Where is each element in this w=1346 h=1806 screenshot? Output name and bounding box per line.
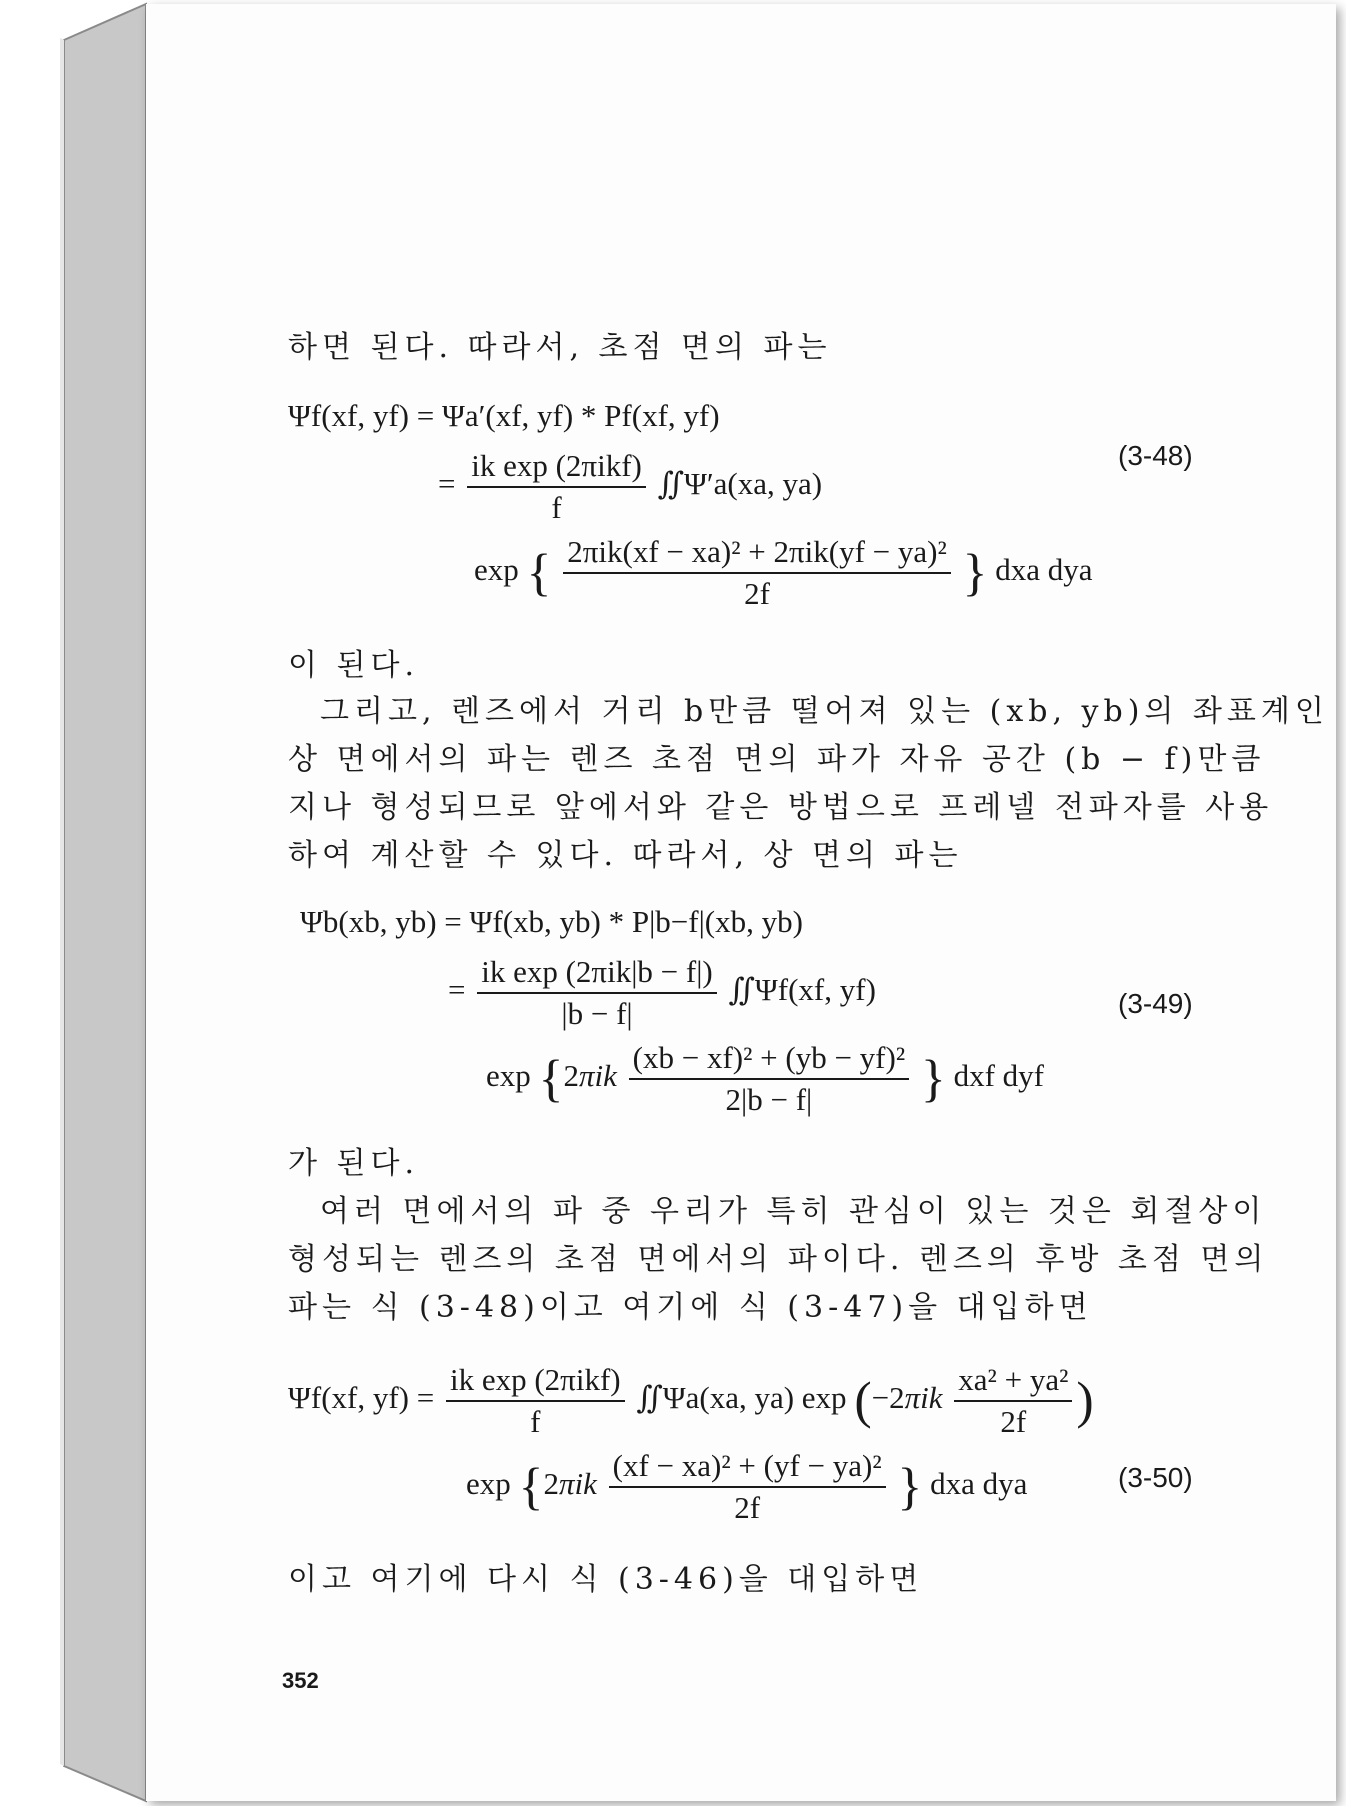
integral-term: ∬Ψ′a(xa, ya) (657, 466, 823, 502)
equation-3-48-line2: = $\frac{\text{ik exp (2πikf)}}{f}$ ∬Ψ′a(xa, ya) (438, 448, 823, 525)
fraction-numerator: ik exp (2πik|b − f|) (477, 954, 717, 994)
fraction-numerator: ik exp (2πikf) (446, 1362, 625, 1402)
equation-number: (3-50) (1118, 1462, 1193, 1493)
equation-3-49-line3: exp {2πik $\frac{\text{(xb − xf)² + (yb − yf)²}}{2|b - f|}$ } dxf dyf (486, 1040, 1044, 1117)
equation-3-48-line3: exp { $\frac{\text{2πik(xf − xa)² + 2πik(yf − ya)²}}{2f}$ } dxa dya (474, 534, 1093, 611)
integral-term: ∬Ψf(xf, yf) (728, 972, 876, 1008)
fraction-numerator: (xb − xf)² + (yb − yf)² (629, 1040, 909, 1080)
differential-term: dxf dyf (953, 1058, 1044, 1094)
text-line: 가 된다. (288, 1146, 420, 1181)
equation-3-48-line1: Ψf(xf, yf) = Ψa′(xf, yf) * Pf(xf, yf) (288, 398, 720, 433)
fraction-numerator: xa² + ya² (954, 1362, 1072, 1402)
fraction-numerator: (xf − xa)² + (yf − ya)² (609, 1448, 886, 1488)
equation-3-50-line2: exp {2πik $\frac{\text{(xf − xa)² + (yf − ya)²}}{2f}$ } dxa dya (466, 1448, 1028, 1525)
text-line: 그리고, 렌즈에서 거리 b만큼 떨어져 있는 (xb, yb)의 좌표계인 (320, 694, 1329, 729)
text-line: 이 된다. (288, 648, 420, 683)
fraction-denominator: |b − f| (561, 996, 633, 1031)
fraction-denominator: 2f (1000, 1404, 1027, 1439)
equation-lhs: Ψf(xf, yf) = (288, 1380, 435, 1416)
text-line: 여러 면에서의 파 중 우리가 특히 관심이 있는 것은 회절상이 (320, 1194, 1267, 1229)
differential-term: dxa dya (995, 552, 1093, 588)
text-line: 하면 된다. 따라서, 초점 면의 파는 (288, 330, 832, 365)
differential-term: dxa dya (930, 1466, 1028, 1502)
fraction-denominator: 2f (744, 576, 770, 611)
equation-3-49-line1: Ψb(xb, yb) = Ψf(xb, yb) * P|b−f|(xb, yb) (300, 904, 803, 939)
text-line: 상 면에서의 파는 렌즈 초점 면의 파가 자유 공간 (b − f)만큼 (288, 742, 1266, 777)
text-line: 지나 형성되므로 앞에서와 같은 방법으로 프레넬 전파자를 사용 (288, 790, 1274, 825)
equation-3-50-line1: Ψf(xf, yf) = $\frac{\text{ik exp (2πikf)}}{f}$ ∬Ψa(xa, ya) exp (−2πik $\frac{\text{xa² + ya²}}{2f}$ ) (288, 1362, 1094, 1439)
text-line: 하여 계산할 수 있다. 따라서, 상 면의 파는 (288, 838, 963, 873)
book-page (146, 4, 1336, 1801)
text-line: 이고 여기에 다시 식 (3-46)을 대입하면 (288, 1562, 924, 1597)
fraction-denominator: f (530, 1404, 541, 1439)
equation-3-49-line2: = $\frac{\text{ik exp (2πik|b − f|)}}{|b - f|}$ ∬Ψf(xf, yf) (448, 954, 876, 1031)
text-line: 파는 식 (3-48)이고 여기에 식 (3-47)을 대입하면 (288, 1290, 1093, 1325)
fraction-numerator: 2πik(xf − xa)² + 2πik(yf − ya)² (563, 534, 951, 574)
integral-term: ∬Ψa(xa, ya) exp (636, 1380, 847, 1416)
equation-number: (3-48) (1118, 440, 1193, 471)
fraction-denominator: f (551, 490, 562, 525)
text-line: 형성되는 렌즈의 초점 면에서의 파이다. 렌즈의 후방 초점 면의 (288, 1242, 1269, 1277)
equation-number: (3-49) (1118, 988, 1193, 1019)
fraction-numerator: ik exp (2πikf) (467, 448, 646, 488)
fraction-denominator: 2f (734, 1490, 761, 1525)
page-number: 352 (282, 1668, 319, 1693)
fraction-denominator: 2|b − f| (725, 1082, 813, 1117)
